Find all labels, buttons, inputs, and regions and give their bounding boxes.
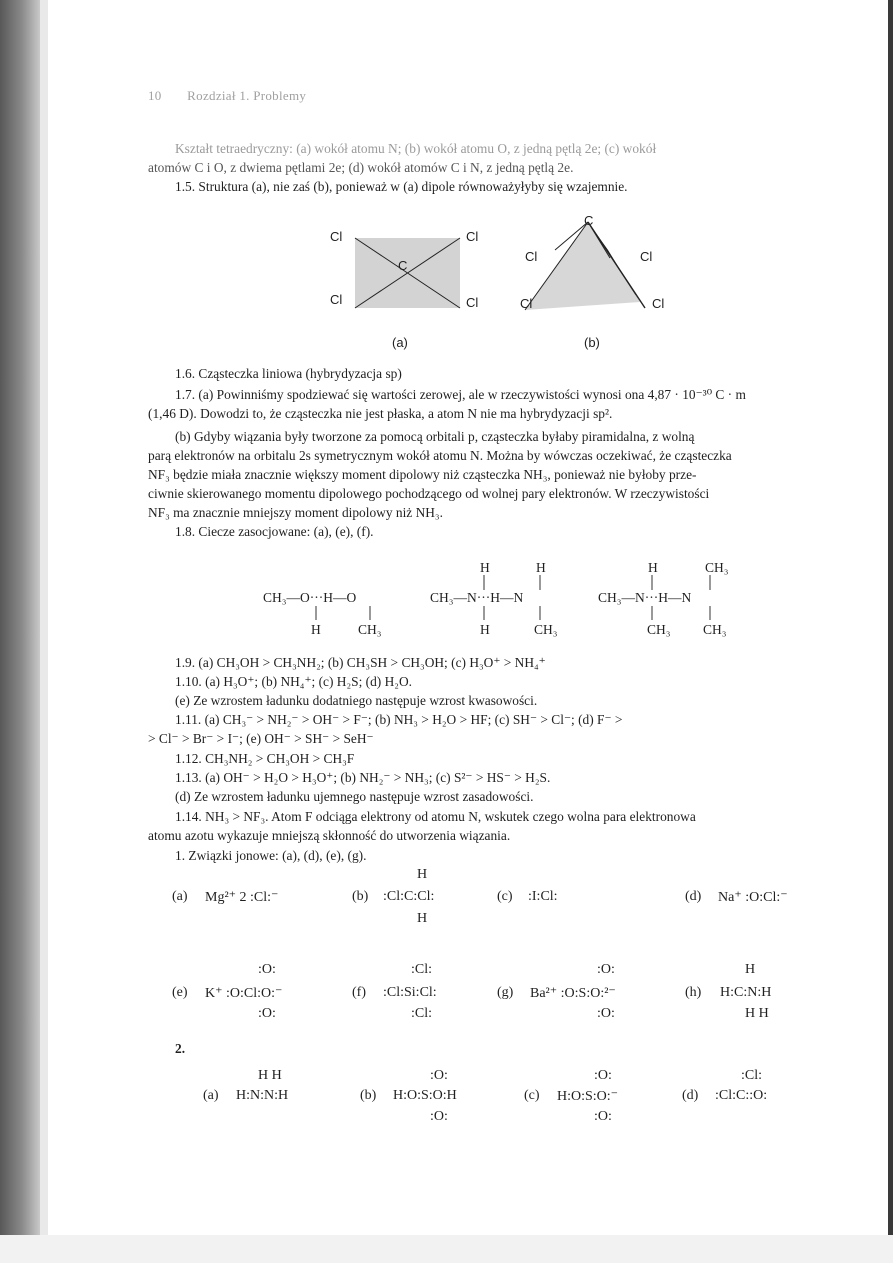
structure-label: (b) — [360, 1088, 377, 1103]
structure-substituent: CH₃ — [647, 622, 671, 637]
answer-1-7-line7: NF₃ ma znacznie mniejszy moment dipolowy niż NH₃. — [148, 505, 443, 520]
answer-1-14-line1: 1.14. NH₃ > NF₃. Atom F odciąga elektrony od atomu N, wskutek czego wolna para elektronowa — [175, 809, 696, 824]
answer-1-4-line2: atomów C i O, z dwiema pętlami 2e; (d) wokół atomów C i N, z jedną pętlą 2e. — [148, 160, 574, 175]
lewis-top: H — [417, 867, 428, 882]
structure-substituent: H — [648, 560, 658, 575]
answer-1-13-d: (d) Ze wzrostem ładunku ujemnego następuje wzrost zasadowości. — [175, 789, 534, 804]
answer-1-7-line4: parą elektronów na orbitalu 2s symetrycznym wokół atomu N. Można by wówczas oczekiwać, że cząsteczka — [148, 448, 732, 463]
atom-c: C — [584, 213, 594, 228]
lewis-bottom: H — [417, 911, 428, 926]
atom-cl: Cl — [330, 229, 343, 244]
structure-main-chain: CH₃—O···H—O — [263, 590, 357, 605]
atom-cl: Cl — [652, 296, 665, 311]
page-number: 10 — [148, 88, 162, 103]
structure-main-chain: CH₃—N···H—N — [598, 590, 692, 605]
lewis-top: :O: — [430, 1068, 448, 1083]
answer-1-6: 1.6. Cząsteczka liniowa (hybrydyzacja sp) — [175, 366, 402, 381]
structure-label: (h) — [685, 985, 702, 1000]
answer-1-14-line2: atomu azotu wykazuje mniejszą skłonność do utworzenia wiązania. — [148, 828, 511, 843]
lewis-top: :O: — [597, 962, 615, 977]
structure-substituent: CH₃ — [534, 622, 558, 637]
figure-label-a: (a) — [392, 335, 408, 350]
lewis-formula: :Cl:C:Cl: — [383, 889, 435, 904]
answer-1-8: 1.8. Ciecze zasocjowane: (a), (e), (f). — [175, 524, 374, 539]
lewis-bottom: :O: — [430, 1109, 448, 1124]
answer-1-11-line2: > Cl⁻ > Br⁻ > I⁻; (e) OH⁻ > SH⁻ > SeH⁻ — [148, 731, 374, 746]
answer-1-10-e: (e) Ze wzrostem ładunku dodatniego następuje wzrost kwasowości. — [175, 693, 538, 708]
structure-label: (g) — [497, 985, 514, 1000]
answer-1-7-line2: (1,46 D). Dowodzi to, że cząsteczka nie jest płaska, a atom N nie ma hybrydyzacji sp². — [148, 406, 613, 421]
atom-cl: Cl — [640, 249, 653, 264]
question-1-heading: 1. Związki jonowe: (a), (d), (e), (g). — [175, 848, 367, 863]
lewis-top: :O: — [594, 1068, 612, 1083]
atom-cl: Cl — [525, 249, 538, 264]
structure-substituent: CH₃ — [705, 560, 729, 575]
lewis-bottom: :O: — [597, 1006, 615, 1021]
structure-substituent: H — [480, 622, 490, 637]
structure-label: (e) — [172, 985, 188, 1000]
structure-label: (f) — [352, 985, 366, 1000]
lewis-top: H H — [258, 1068, 282, 1083]
answer-1-4-line1: Kształt tetraedryczny: (a) wokół atomu N; (b) wokół atomu O, z jedną pętlą 2e; (c) wokół — [175, 141, 657, 156]
structure-label: (c) — [497, 889, 513, 904]
atom-cl: Cl — [330, 292, 343, 307]
structure-label: (c) — [524, 1088, 540, 1103]
answer-1-7-line1: 1.7. (a) Powinniśmy spodziewać się wartości zerowej, ale w rzeczywistości wynosi ona 4,87 · 10⁻³⁰ C · m — [175, 387, 746, 402]
structure-label: (d) — [682, 1088, 699, 1103]
structure-main-chain: CH₃—N···H—N — [430, 590, 524, 605]
answer-1-13: 1.13. (a) OH⁻ > H₂O > H₃O⁺; (b) NH₂⁻ > NH₃; (c) S²⁻ > HS⁻ > H₂S. — [175, 770, 551, 785]
answer-1-7-line6: ciwnie skierowanego momentu dipolowego pochodzącego od wolnej pary elektronów. W rzeczywistości — [148, 486, 710, 501]
structure-label: (a) — [203, 1088, 219, 1103]
structure-substituent: CH₃ — [358, 622, 382, 637]
lewis-bottom: :O: — [594, 1109, 612, 1124]
answer-1-12: 1.12. CH₃NH₂ > CH₃OH > CH₃F — [175, 751, 355, 766]
structure-label: (b) — [352, 889, 369, 904]
lewis-formula: :I:Cl: — [528, 889, 558, 904]
lewis-formula: H:N:N:H — [236, 1088, 289, 1103]
lewis-formula: H:O:S:O:H — [393, 1088, 457, 1103]
chapter-title: Rozdział 1. Problemy — [187, 88, 307, 103]
structure-label: (d) — [685, 889, 702, 904]
answer-1-7-line3: (b) Gdyby wiązania były tworzone za pomocą orbitali p, cząsteczka byłaby piramidalna, z wolną — [175, 429, 695, 444]
lewis-top: :Cl: — [411, 962, 433, 977]
lewis-top: :O: — [258, 962, 276, 977]
atom-c: C — [398, 258, 408, 273]
answer-1-5: 1.5. Struktura (a), nie zaś (b), ponieważ w (a) dipole równoważyłyby się wzajemnie. — [175, 179, 628, 194]
structure-label: (a) — [172, 889, 188, 904]
lewis-bottom: :O: — [258, 1006, 276, 1021]
lewis-formula: H:C:N:H — [720, 985, 772, 1000]
lewis-formula: :Cl:C::O: — [715, 1088, 768, 1103]
lewis-bottom: H H — [745, 1006, 769, 1021]
atom-cl: Cl — [520, 296, 533, 311]
answer-1-7-line5: NF₃ będzie miała znacznie większy moment dipolowy niż cząsteczka NH₃, ponieważ nie byłoby prze- — [148, 467, 697, 482]
lewis-top: :Cl: — [741, 1068, 763, 1083]
structure-substituent: CH₃ — [703, 622, 727, 637]
structure-substituent: H — [480, 560, 490, 575]
figure-label-b: (b) — [584, 335, 600, 350]
lewis-formula: K⁺ :O:Cl:O:⁻ — [205, 986, 283, 1001]
lewis-formula: Na⁺ :O:Cl:⁻ — [718, 890, 788, 905]
structure-substituent: H — [536, 560, 546, 575]
scan-bottom-edge — [0, 1235, 893, 1263]
lewis-formula: Mg²⁺ 2 :Cl:⁻ — [205, 890, 279, 905]
atom-cl: Cl — [466, 295, 479, 310]
atom-cl: Cl — [466, 229, 479, 244]
lewis-formula: H:O:S:O:⁻ — [557, 1089, 619, 1104]
lewis-top: H — [745, 962, 756, 977]
question-2-heading: 2. — [175, 1041, 186, 1056]
answer-1-10: 1.10. (a) H₃O⁺; (b) NH₄⁺; (c) H₂S; (d) H₂O. — [175, 674, 412, 689]
lewis-formula: Ba²⁺ :O:S:O:²⁻ — [530, 986, 616, 1001]
lewis-bottom: :Cl: — [411, 1006, 433, 1021]
lewis-formula: :Cl:Si:Cl: — [383, 985, 437, 1000]
structure-substituent: H — [311, 622, 321, 637]
answer-1-9: 1.9. (a) CH₃OH > CH₃NH₂; (b) CH₃SH > CH₃OH; (c) H₃O⁺ > NH₄⁺ — [175, 655, 546, 670]
answer-1-11-line1: 1.11. (a) CH₃⁻ > NH₂⁻ > OH⁻ > F⁻; (b) NH₃ > H₂O > HF; (c) SH⁻ > Cl⁻; (d) F⁻ > — [175, 712, 623, 727]
